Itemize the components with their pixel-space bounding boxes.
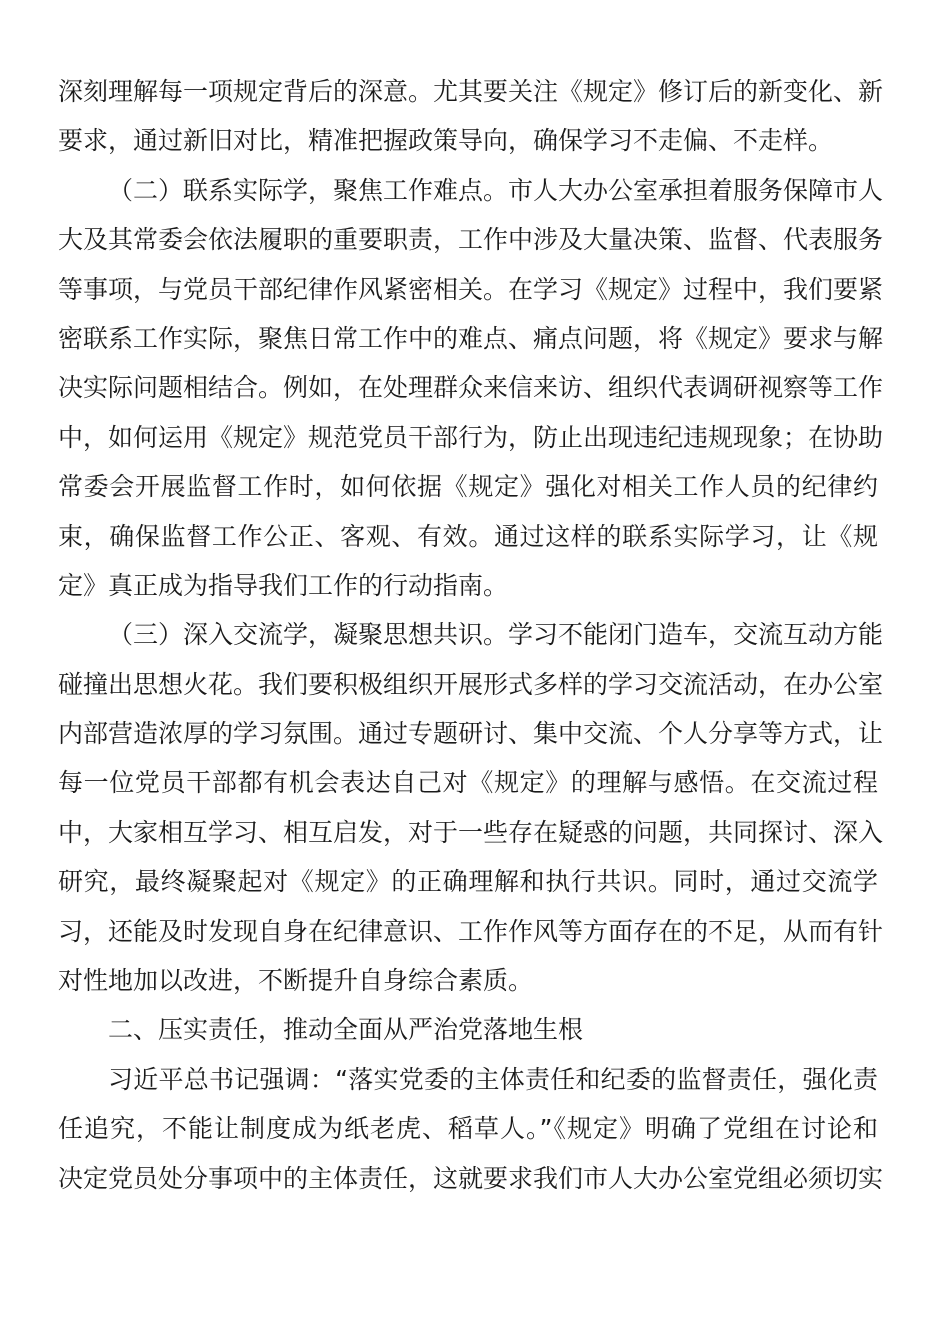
text-line-12: （三）深入交流学，凝聚思想共识。学习不能闭门造车，交流互动方能 xyxy=(108,620,884,650)
text-line-13: 碰撞出思想火花。我们要积极组织开展形式多样的学习交流活动，在办公室 xyxy=(58,669,884,699)
text-line-4: 大及其常委会依法履职的重要职责，工作中涉及大量决策、监督、代表服务 xyxy=(58,225,884,255)
text-line-11: 定》真正成为指导我们工作的行动指南。 xyxy=(58,570,509,600)
text-line-10: 束，确保监督工作公正、客观、有效。通过这样的联系实际学习，让《规 xyxy=(58,521,878,551)
text-line-19: 对性地加以改进，不断提升自身综合素质。 xyxy=(58,966,534,996)
text-line-2: 要求，通过新旧对比，精准把握政策导向，确保学习不走偏、不走样。 xyxy=(58,126,834,156)
document-body xyxy=(58,67,884,1203)
text-line-22: 任追究，不能让制度成为纸老虎、稻草人。”《规定》明确了党组在讨论和 xyxy=(58,1114,878,1144)
text-line-21: 习近平总书记强调：“落实党委的主体责任和纪委的监督责任，强化责 xyxy=(108,1064,878,1094)
text-line-3: （二）联系实际学，聚焦工作难点。市人大办公室承担着服务保障市人 xyxy=(108,175,884,205)
section-heading: 二、压实责任，推动全面从严治党落地生根 xyxy=(108,1015,584,1045)
text-line-6: 密联系工作实际，聚焦日常工作中的难点、痛点问题，将《规定》要求与解 xyxy=(58,323,884,353)
text-line-14: 内部营造浓厚的学习氛围。通过专题研讨、集中交流、个人分享等方式，让 xyxy=(58,719,884,749)
text-line-5: 等事项，与党员干部纪律作风紧密相关。在学习《规定》过程中，我们要紧 xyxy=(58,274,884,304)
text-line-16: 中，大家相互学习、相互启发，对于一些存在疑惑的问题，共同探讨、深入 xyxy=(58,817,884,847)
text-line-7: 决实际问题相结合。例如，在处理群众来信来访、组织代表调研视察等工作 xyxy=(58,373,884,403)
text-line-15: 每一位党员干部都有机会表达自己对《规定》的理解与感悟。在交流过程 xyxy=(58,768,878,798)
text-line-18: 习，还能及时发现自身在纪律意识、工作作风等方面存在的不足，从而有针 xyxy=(58,916,884,946)
text-line-17: 研究，最终凝聚起对《规定》的正确理解和执行共识。同时，通过交流学 xyxy=(58,867,878,897)
text-line-1: 深刻理解每一项规定背后的深意。尤其要关注《规定》修订后的新变化、新 xyxy=(58,77,884,106)
text-line-23: 决定党员处分事项中的主体责任，这就要求我们市人大办公室党组必须切实 xyxy=(58,1163,884,1193)
text-line-9: 常委会开展监督工作时，如何依据《规定》强化对相关工作人员的纪律约 xyxy=(58,472,878,502)
text-line-8: 中，如何运用《规定》规范党员干部行为，防止出现违纪违规现象；在协助 xyxy=(58,422,884,452)
